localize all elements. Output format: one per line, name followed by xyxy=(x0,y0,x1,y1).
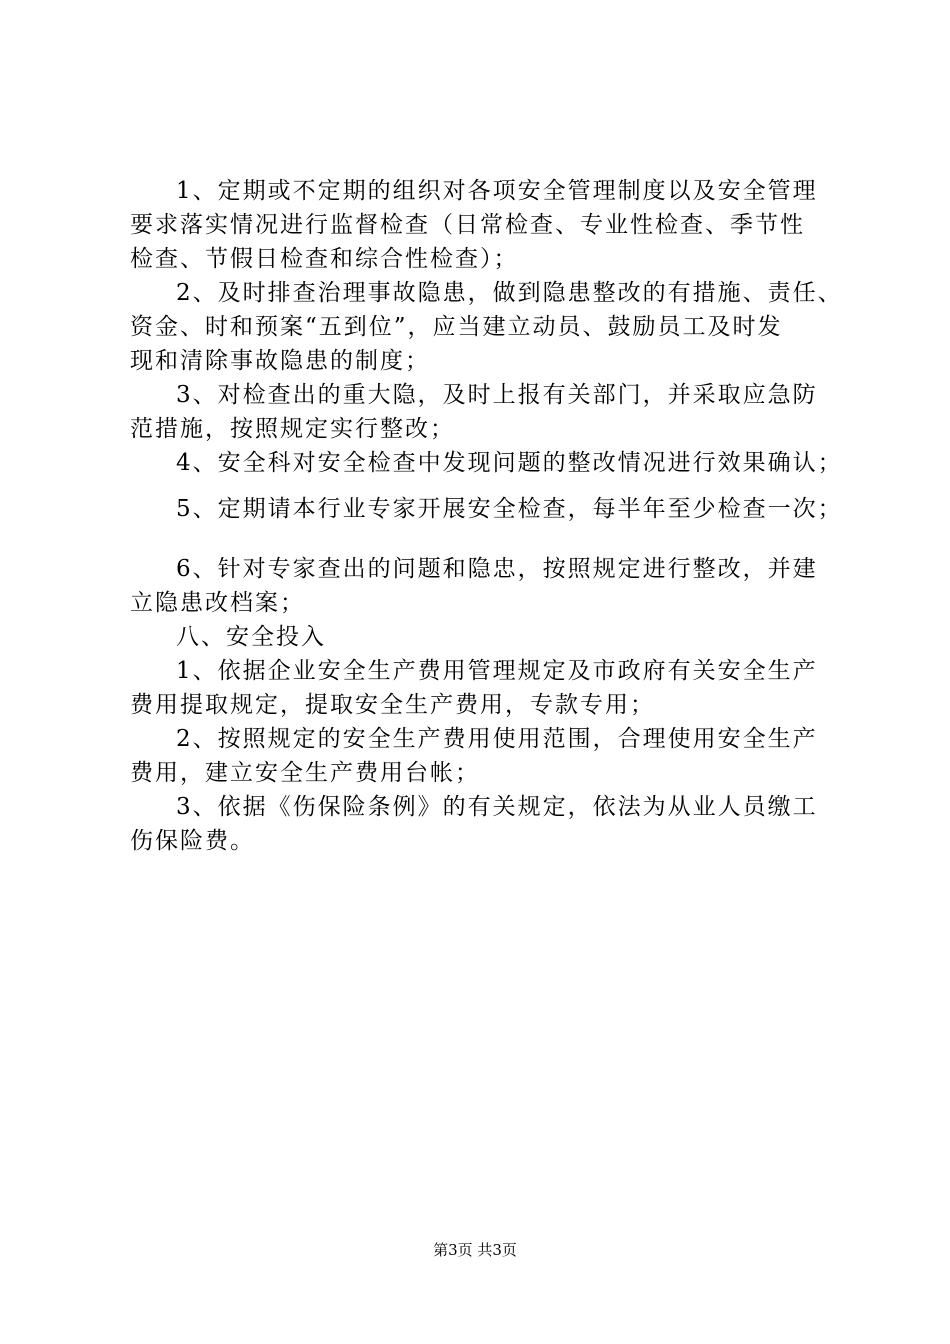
section-heading: 八、安全投入 xyxy=(176,624,326,650)
paragraph-line: 3、依据《伤保险条例》的有关规定，依法为从业人员缴工 xyxy=(176,794,818,820)
paragraph-line: 现和清除事故隐患的制度； xyxy=(130,348,430,374)
paragraph-line: 3、对检查出的重大隐，及时上报有关部门，并采取应急防 xyxy=(176,382,818,408)
paragraph-line: 资金、时和预案“五到位”，应当建立动员、鼓励员工及时发 xyxy=(130,314,783,340)
paragraph-line: 费用提取规定，提取安全生产费用，专款专用； xyxy=(130,692,655,718)
paragraph-line: 立隐患改档案； xyxy=(130,590,305,616)
paragraph-line: 4、安全科对安全检查中发现问题的整改情况进行效果确认； xyxy=(176,450,843,476)
paragraph-line: 要求落实情况进行监督检查（日常检查、专业性检查、季节性 xyxy=(130,212,805,238)
paragraph-line: 2、按照规定的安全生产费用使用范围，合理使用安全生产 xyxy=(176,726,818,752)
paragraph-line: 2、及时排查治理事故隐患，做到隐患整改的有措施、责任、 xyxy=(176,280,843,306)
paragraph-line: 费用，建立安全生产费用台帐； xyxy=(130,760,480,786)
paragraph-line: 伤保险费。 xyxy=(130,828,255,854)
paragraph-line: 1、依据企业安全生产费用管理规定及市政府有关安全生产 xyxy=(176,658,818,684)
paragraph-line: 1、定期或不定期的组织对各项安全管理制度以及安全管理 xyxy=(176,178,818,204)
paragraph-line: 5、定期请本行业专家开展安全检查，每半年至少检查一次； xyxy=(176,496,843,522)
paragraph-line: 6、针对专家查出的问题和隐忠，按照规定进行整改，并建 xyxy=(176,556,818,582)
page-number-footer: 第3页 共3页 xyxy=(433,1241,517,1259)
paragraph-line: 检查、节假日检查和综合性检查）； xyxy=(130,246,519,272)
paragraph-line: 范措施，按照规定实行整改； xyxy=(130,416,455,442)
